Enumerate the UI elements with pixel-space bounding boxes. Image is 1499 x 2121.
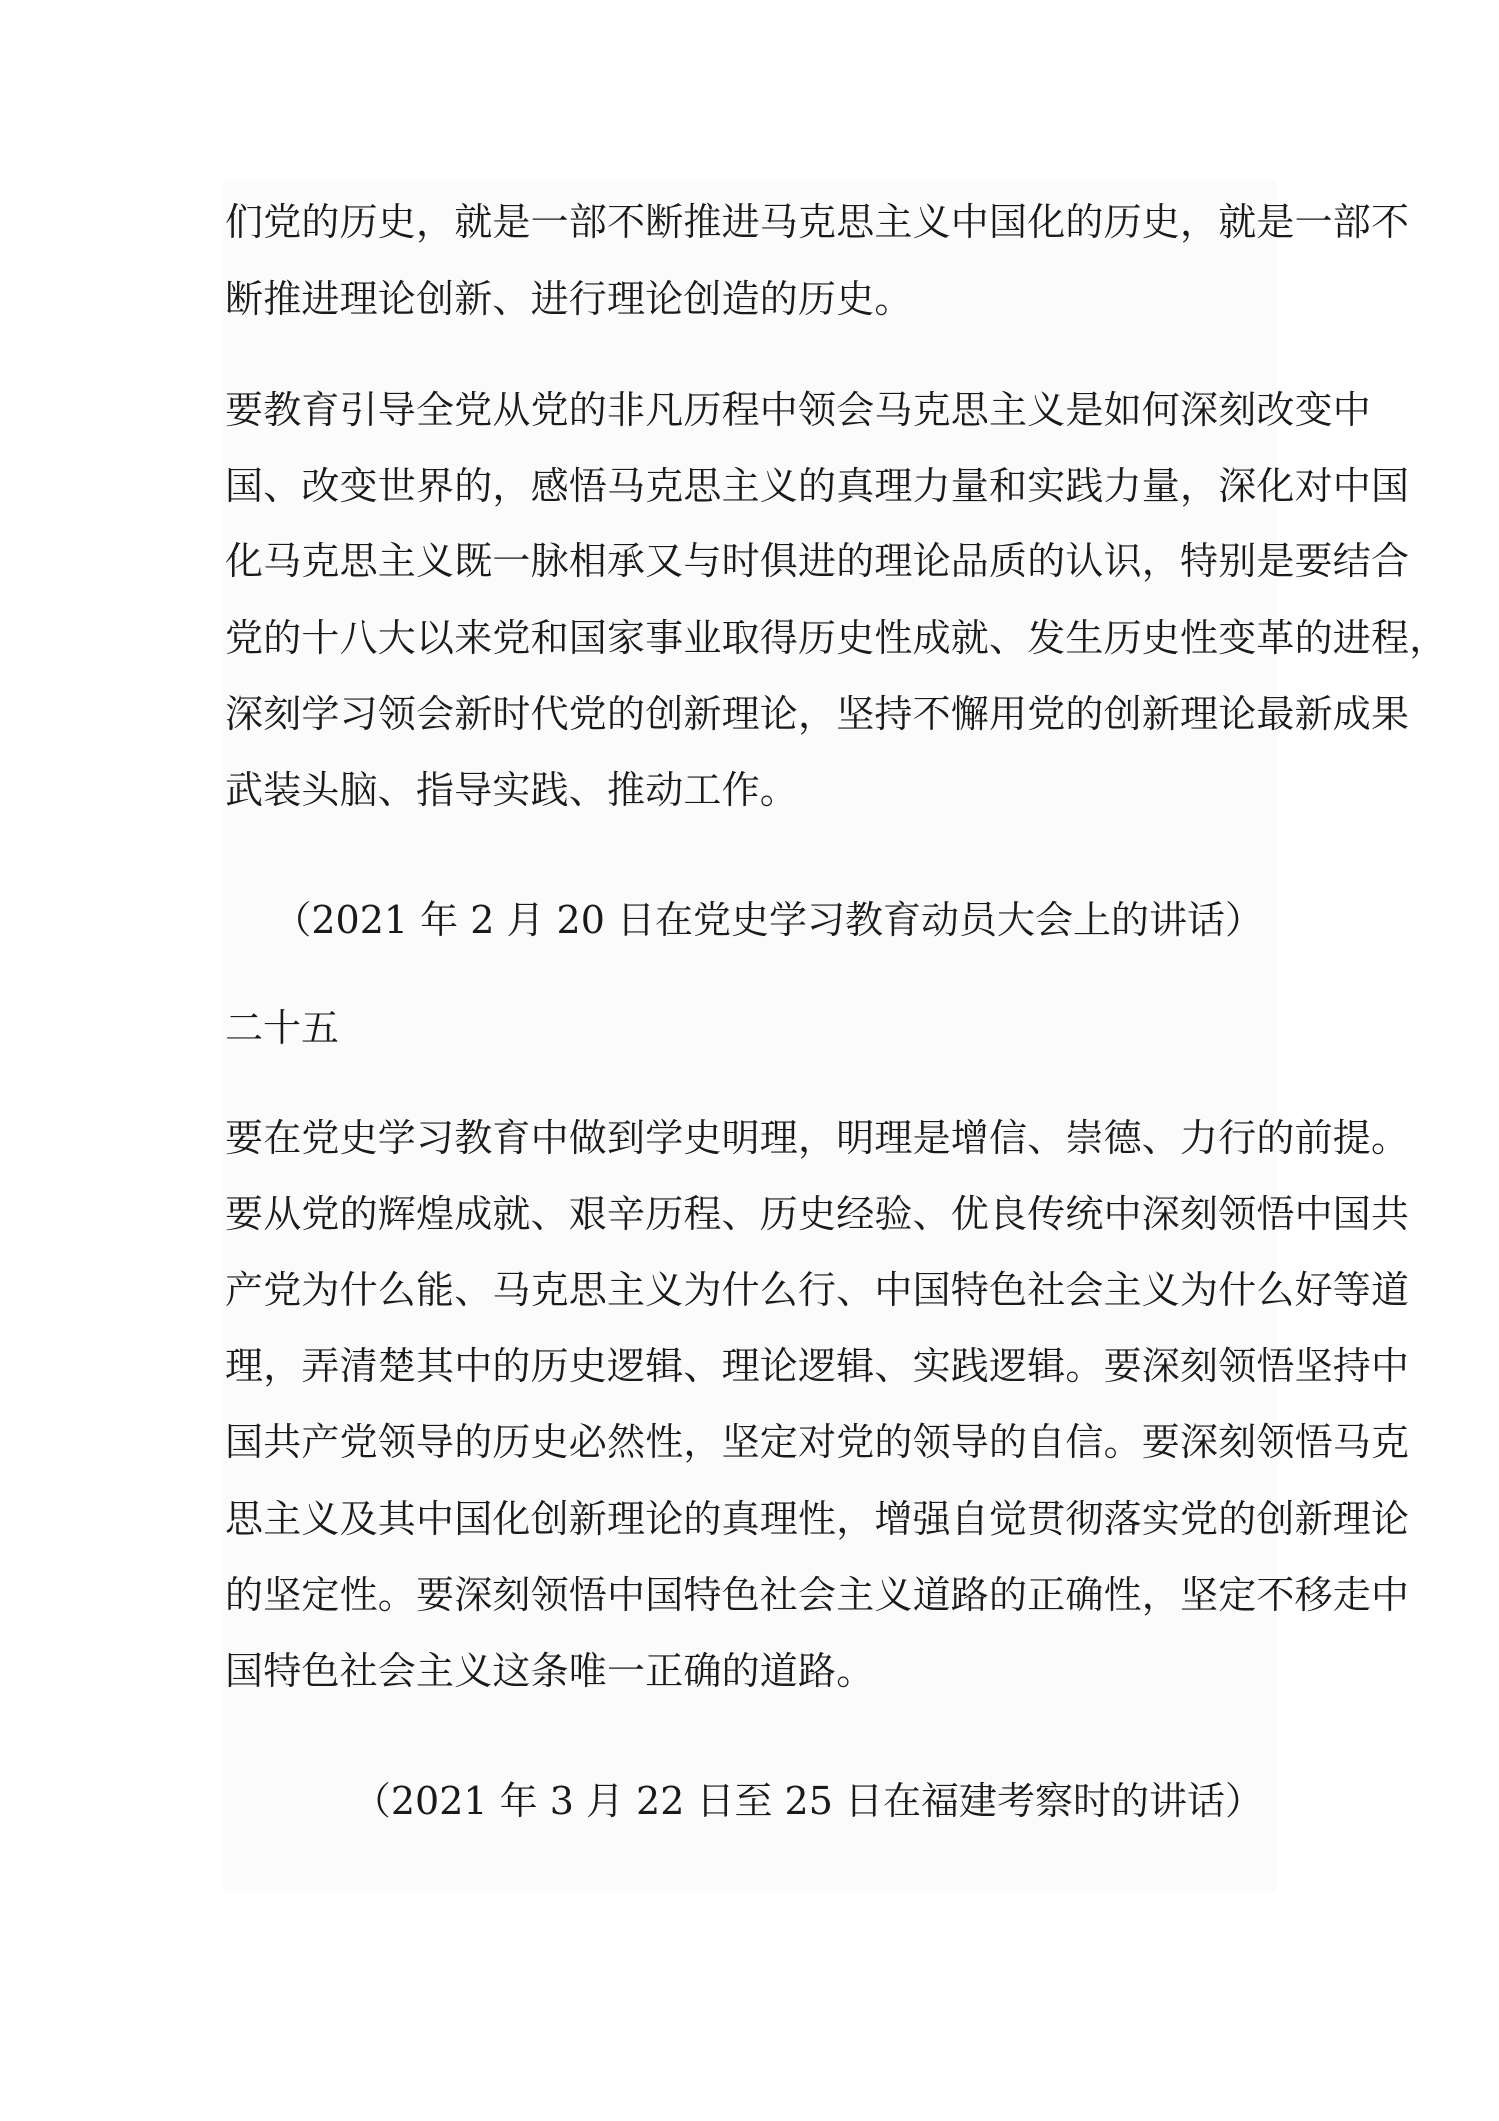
paragraph-3-line-4: 理，弄清楚其中的历史逻辑、理论逻辑、实践逻辑。要深刻领悟坚持中 [225,1344,1410,1388]
paragraph-1-line-1: 们党的历史，就是一部不断推进马克思主义中国化的历史，就是一部不 [225,200,1410,244]
paragraph-2-line-2: 国、改变世界的，感悟马克思主义的真理力量和实践力量，深化对中国 [225,464,1410,508]
paragraph-2-line-5: 深刻学习领会新时代党的创新理论，坚持不懈用党的创新理论最新成果 [225,692,1410,736]
paragraph-2-line-6: 武装头脑、指导实践、推动工作。 [225,768,799,812]
paragraph-3-line-2: 要从党的辉煌成就、艰辛历程、历史经验、优良传统中深刻领悟中国共 [225,1192,1410,1236]
attribution-2: （2021 年 3 月 22 日至 25 日在福建考察时的讲话） [352,1779,1263,1823]
paragraph-3-line-8: 国特色社会主义这条唯一正确的道路。 [225,1649,875,1693]
paragraph-3-line-7: 的坚定性。要深刻领悟中国特色社会主义道路的正确性，坚定不移走中 [225,1573,1410,1617]
paragraph-3-line-3: 产党为什么能、马克思主义为什么行、中国特色社会主义为什么好等道 [225,1268,1410,1312]
paragraph-2-line-1: 要教育引导全党从党的非凡历程中领会马克思主义是如何深刻改变中 [225,388,1372,432]
paragraph-3-line-5: 国共产党领导的历史必然性，坚定对党的领导的自信。要深刻领悟马克 [225,1420,1410,1464]
attribution-1: （2021 年 2 月 20 日在党史学习教育动员大会上的讲话） [273,898,1263,942]
text-block-background [222,181,1277,1891]
paragraph-2-line-3: 化马克思主义既一脉相承又与时俱进的理论品质的认识，特别是要结合 [225,539,1410,583]
paragraph-3-line-1: 要在党史学习教育中做到学史明理，明理是增信、崇德、力行的前提。 [225,1116,1410,1160]
paragraph-1-line-2: 断推进理论创新、进行理论创造的历史。 [225,277,913,321]
section-heading: 二十五 [225,1006,340,1050]
paragraph-3-line-6: 思主义及其中国化创新理论的真理性，增强自觉贯彻落实党的创新理论 [225,1497,1410,1541]
paragraph-2-line-4: 党的十八大以来党和国家事业取得历史性成就、发生历史性变革的进程， [225,616,1448,660]
